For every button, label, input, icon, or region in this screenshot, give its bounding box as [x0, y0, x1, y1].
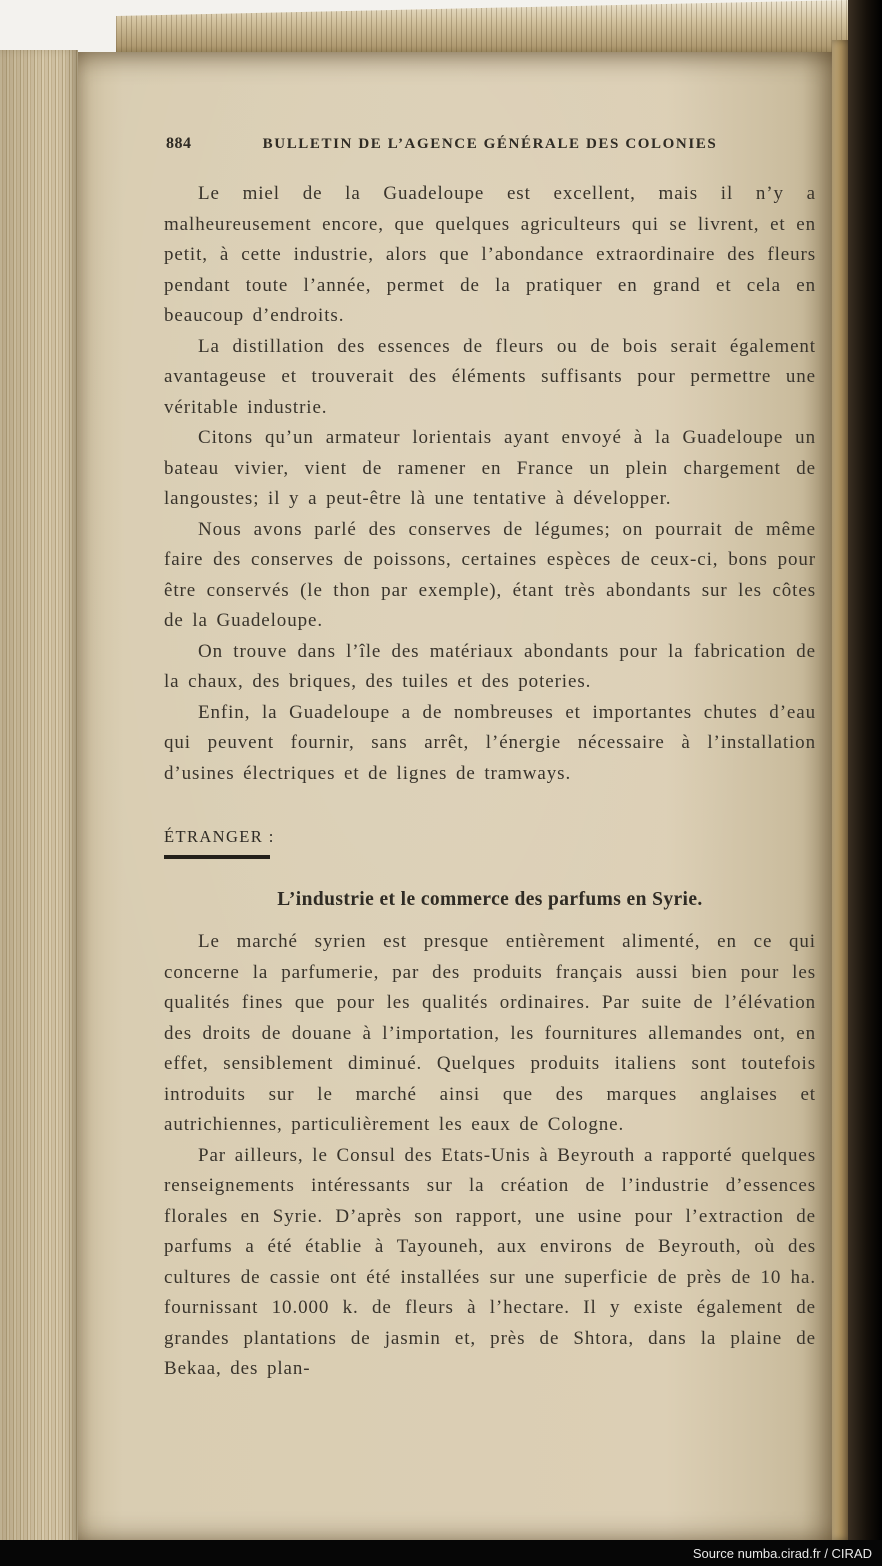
body-paragraph: Citons qu’un armateur lorientais ayant envoyé à la Guadeloupe un bateau vivier, vient de ramener en France un plein chargement de langoustes; il y a peut-être là une tentative à développer. — [164, 427, 816, 509]
running-header — [164, 136, 816, 153]
page-content — [164, 136, 816, 1385]
article-body — [164, 927, 816, 1385]
book-top-page-edges — [116, 0, 850, 56]
book-fore-edge-page-stack — [0, 50, 78, 1566]
article-title: L’industrie et le commerce des parfums en Syrie. — [277, 889, 703, 910]
book-page — [78, 52, 832, 1540]
book-cover-spine — [848, 0, 882, 1566]
body-paragraph: La distillation des essences de fleurs ou de bois serait également avantageuse et trouverait des éléments suffisants pour permettre une véritable industrie. — [164, 335, 816, 418]
source-attribution: Source numba.cirad.fr / CIRAD — [692, 1545, 872, 1561]
running-title: BULLETIN DE L’AGENCE GÉNÉRALE DES COLONIES — [262, 136, 718, 152]
page-number: 884 — [166, 135, 192, 152]
book-gilt-edge — [832, 40, 848, 1540]
body-paragraph: On trouve dans l’île des matériaux abondants pour la fabrication de la chaux, des briques, des tuiles et des poteries. — [164, 640, 816, 692]
section-heading: ÉTRANGER : — [164, 827, 275, 846]
article-paragraph: Par ailleurs, le Consul des Etats-Unis à Beyrouth a rapporté quelques renseignements intéressants sur la création de l’industrie d’essences florales en Syrie. D’après son rapport, une usine pour l’extraction de parfums a été établie à Tayouneh, aux environs de Beyrouth, où des cultures de cassie ont été installées sur une superficie de près de 10 ha. fournissant 10.000 k. de fleurs à l’hectare. Il y existe également de grandes plantations de jasmin et, près de Shtora, dans la plaine de Bekaa, des plan- — [164, 1144, 816, 1379]
article-paragraph: Le marché syrien est presque entièrement alimenté, en ce qui concerne la parfumerie, par des produits français aussi bien pour les qualités fines que pour les qualités ordinaires. Par suite de l’élévation des droits de douane à l’importation, les fournitures allemandes ont, en effet, sensiblement diminué. Quelques produits italiens sont toutefois introduits sur le marché ainsi que des marques anglaises et autrichiennes, particulièrement les eaux de Cologne. — [164, 931, 816, 1135]
body-paragraph: Enfin, la Guadeloupe a de nombreuses et importantes chutes d’eau qui peuvent fournir, sans arrêt, l’énergie nécessaire à l’installation d’usines électriques et de lignes de tramways. — [164, 701, 816, 784]
body-paragraph: Nous avons parlé des conserves de légumes; on pourrait de même faire des conserves de poissons, certaines espèces de ceux-ci, bons pour être conservés (le thon par exemple), étant très abondants sur les côtes de la Guadeloupe. — [164, 518, 816, 631]
section-heading-rule — [164, 855, 270, 859]
source-attribution-bar — [0, 1540, 882, 1566]
body-paragraph: Le miel de la Guadeloupe est excellent, mais il n’y a malheureusement encore, que quelques agriculteurs qui se livrent, et en petit, à cette industrie, alors que l’abondance extraordinaire des fleurs pendant toute l’année, permet de la pratiquer en grand et cela en beaucoup d’endroits. — [164, 183, 816, 326]
